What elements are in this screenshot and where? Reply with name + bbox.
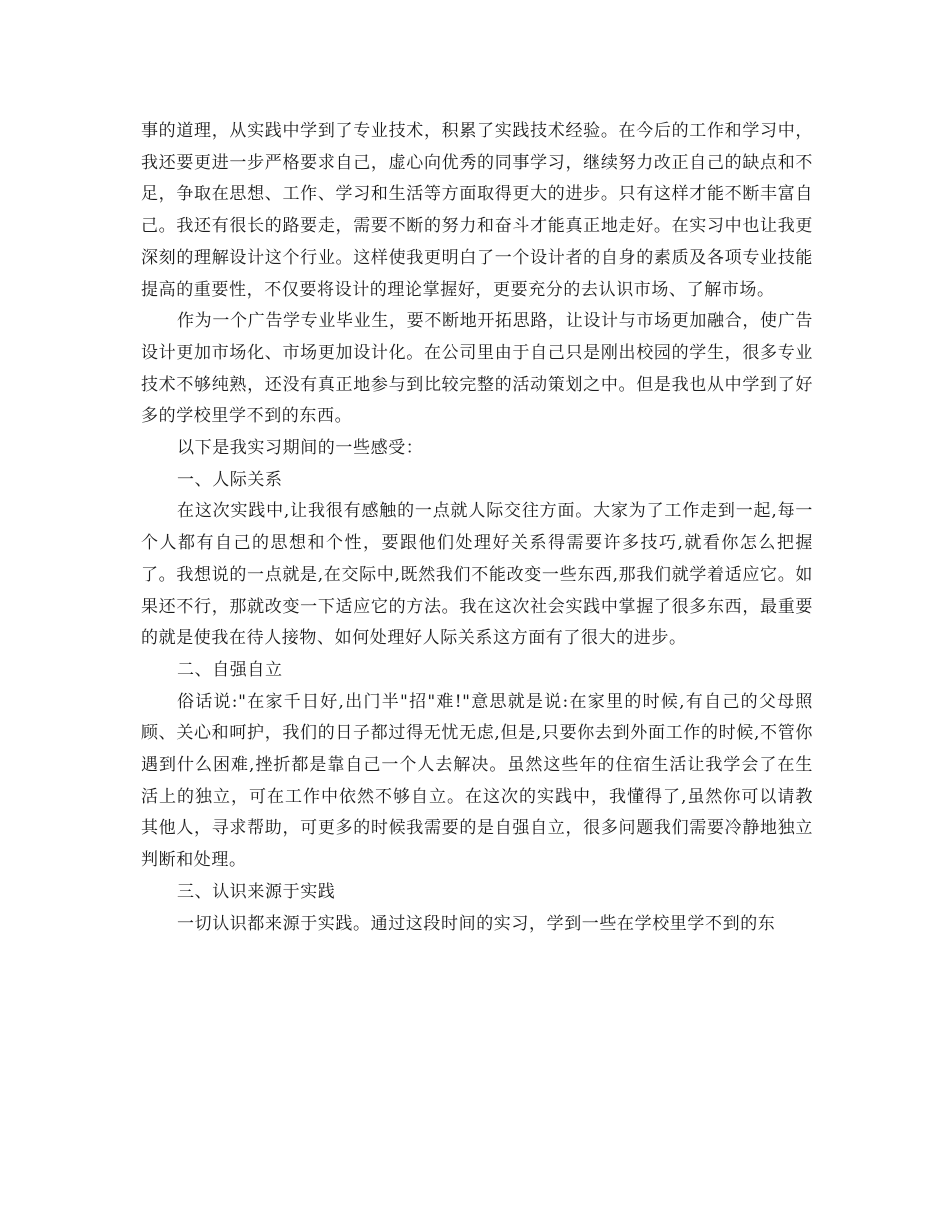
paragraph-intro-feelings: 以下是我实习期间的一些感受： [177,438,424,459]
paragraph-interpersonal: 在这次实践中,让我很有感触的一点就人际交往方面。大家为了工作走到一起,每一个人都有自己的思想和个性，要跟他们处理好关系得需要许多技巧,就看你怎么把握了。我想说的一点就是,在交际中,既然我们不能改变一些东西,那我们就学着适应它。如果还不行，那就改变一下适应它的方法。我在这次社会实践中掌握了很多东西，最重要的就是使我在待人接物、如何处理好人际关系这方面有了很大的进步。 [141,501,813,649]
paragraph-advertising-major: 作为一个广告学专业毕业生，要不断地开拓思路，让设计与市场更加融合，使广告设计更加市场化、市场更加设计化。在公司里由于自己只是刚出校园的学生，很多专业技术不够纯熟，还没有真正地参与到比较完整的活动策划之中。但是我也从中学到了好多的学校里学不到的东西。 [141,311,813,427]
paragraph-continuation: 事的道理，从实践中学到了专业技术，积累了实践技术经验。在今后的工作和学习中，我还要更进一步严格要求自己，虚心向优秀的同事学习，继续努力改正自己的缺点和不足，争取在思想、工作、学习和生活等方面取得更大的进步。只有这样才能不断丰富自己。我还有很长的路要走，需要不断的努力和奋斗才能真正地走好。在实习中也让我更深刻的理解设计这个行业。这样使我更明白了一个设计者的自身的素质及各项专业技能提高的重要性，不仅要将设计的理论掌握好，更要充分的去认识市场、了解市场。 [141,121,813,300]
paragraph-self-reliance: 俗话说:"在家千日好,出门半"招"难!"意思就是说:在家里的时候,有自己的父母照顾、关心和呵护，我们的日子都过得无忧无虑,但是,只要你去到外面工作的时候,不管你遇到什么困难,挫折都是靠自己一个人去解决。虽然这些年的住宿生活让我学会了在生活上的独立，可在工作中依然不够自立。在这次的实践中，我懂得了,虽然你可以请教其他人，寻求帮助，可更多的时候我需要的是自强自立，很多问题我们需要冷静地独立判断和处理。 [141,691,813,871]
section-heading-practice: 三、认识来源于实践 [177,881,336,902]
document-page [141,116,813,940]
section-heading-self-reliance: 二、自强自立 [177,659,283,680]
paragraph-practice: 一切认识都来源于实践。通过这段时间的实习，学到一些在学校里学不到的东 [177,913,776,934]
section-heading-interpersonal: 一、人际关系 [177,469,283,490]
